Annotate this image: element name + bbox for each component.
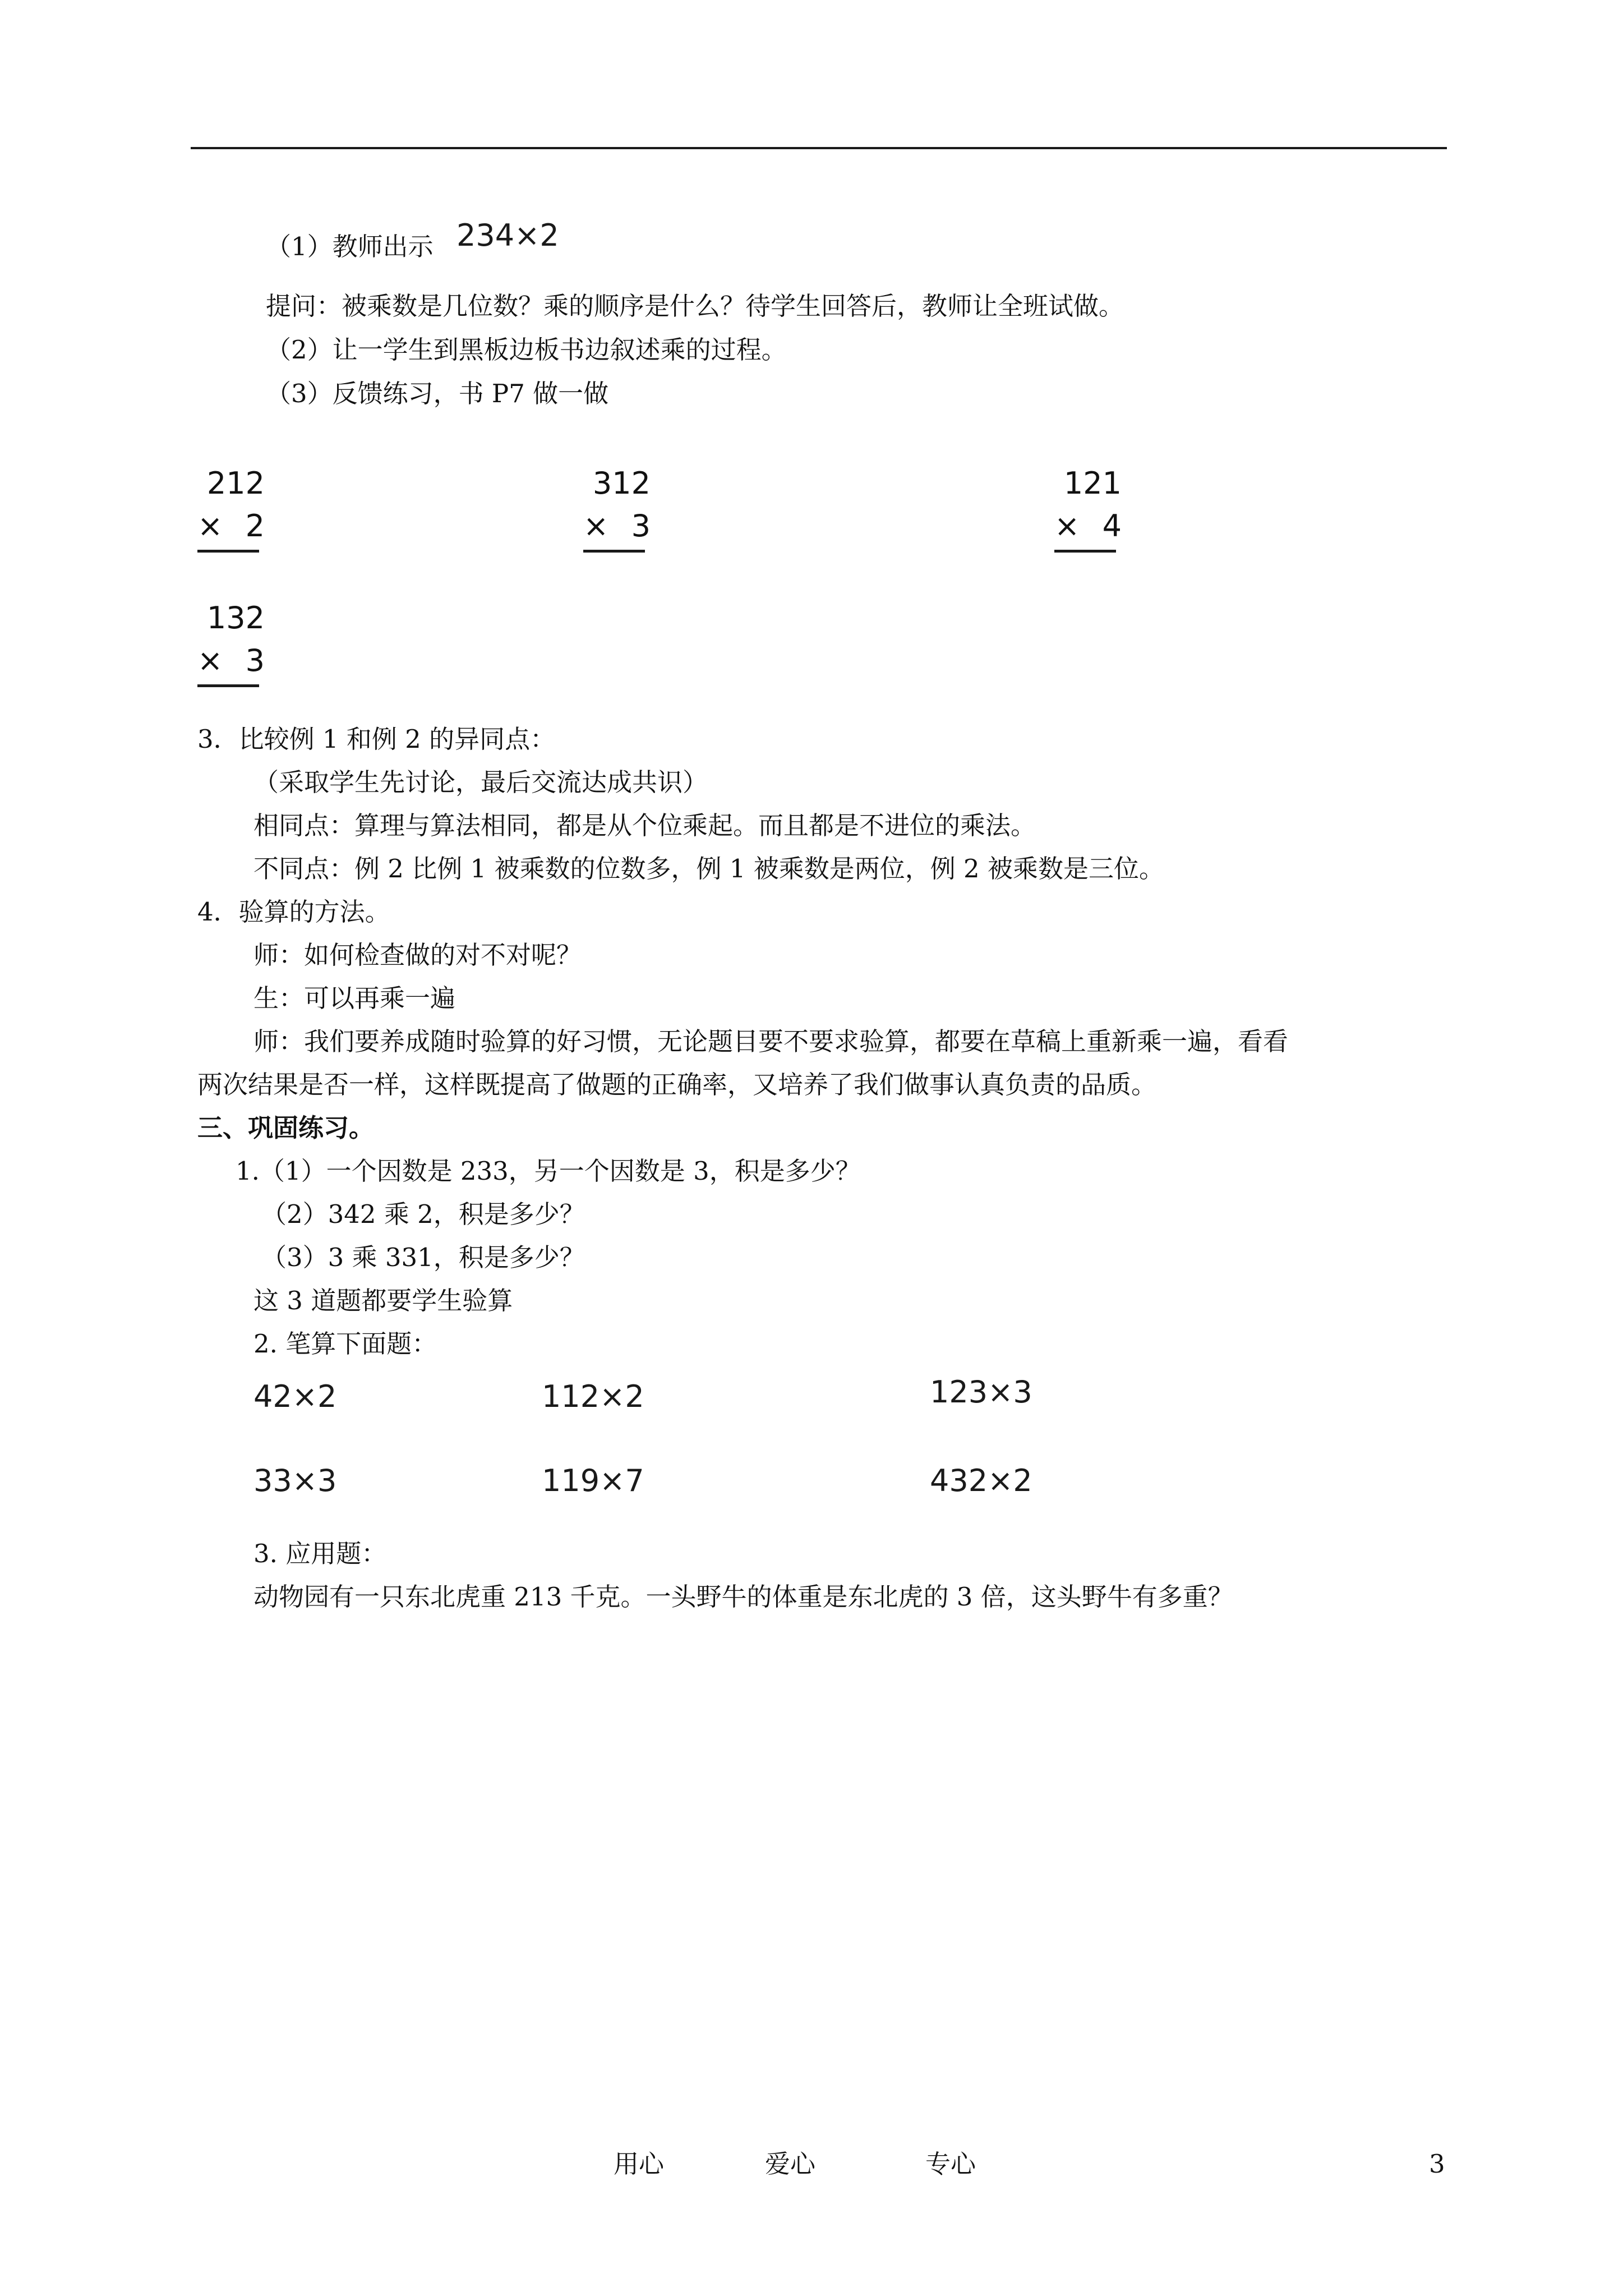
section-3-title: 3．比较例 1 和例 2 的异同点： xyxy=(197,724,556,754)
times-sign: × xyxy=(1054,508,1080,544)
exercise-1-item-1: 1.（1）一个因数是 233，另一个因数是 3，积是多少？ xyxy=(236,1156,861,1186)
times-sign: × xyxy=(583,508,609,544)
teacher-shows-label: （1）教师出示 xyxy=(266,232,434,261)
written-calc-item: 42×2 xyxy=(253,1379,337,1414)
header-rule xyxy=(191,147,1447,149)
page-number: 3 xyxy=(1429,2149,1445,2179)
underline xyxy=(197,550,259,553)
multiplier: 3 xyxy=(245,643,265,678)
multiplicand: 312 xyxy=(592,466,651,501)
question-paragraph: 提问：被乘数是几位数？乘的顺序是什么？待学生回答后，教师让全班试做。 xyxy=(266,291,1124,321)
section-3-note: （采取学生先讨论，最后交流达成共识） xyxy=(253,767,708,797)
footer-word-3: 专心 xyxy=(925,2149,976,2179)
teacher-paragraph-line-2: 两次结果是否一样，这样既提高了做题的正确率，又培养了我们做事认真负责的品质。 xyxy=(197,1070,1157,1099)
exercise-3-title: 3. 应用题： xyxy=(253,1539,387,1568)
times-sign: × xyxy=(197,643,223,678)
written-calc-item: 432×2 xyxy=(930,1463,1032,1498)
multiplier: 2 xyxy=(245,508,265,544)
multiplier: 3 xyxy=(631,508,651,544)
word-problem-text: 动物园有一只东北虎重 213 千克。一头野牛的体重是东北虎的 3 倍，这头野牛有多重？ xyxy=(253,1582,1233,1612)
exercise-1-note: 这 3 道题都要学生验算 xyxy=(253,1286,513,1315)
written-calc-item: 33×3 xyxy=(253,1463,337,1498)
consolidation-heading: 三、巩固练习。 xyxy=(197,1113,375,1143)
footer-word-1: 用心 xyxy=(614,2149,665,2179)
written-calc-item: 112×2 xyxy=(542,1379,644,1414)
written-calc-item: 119×7 xyxy=(542,1463,644,1498)
underline xyxy=(1054,550,1116,553)
exercise-1-item-2: （2）342 乘 2，积是多少？ xyxy=(261,1199,585,1229)
underline xyxy=(197,684,259,687)
multiplier: 4 xyxy=(1102,508,1122,544)
times-sign: × xyxy=(197,508,223,544)
written-calc-item: 123×3 xyxy=(930,1374,1032,1410)
section-4-title: 4．验算的方法。 xyxy=(197,897,390,927)
multiplicand: 121 xyxy=(1063,466,1122,501)
similarities-text: 相同点：算理与算法相同，都是从个位乘起。而且都是不进位的乘法。 xyxy=(253,811,1036,840)
exercise-1-item-3: （3）3 乘 331，积是多少？ xyxy=(261,1243,585,1272)
student-answer: 生：可以再乘一遍 xyxy=(253,983,456,1013)
underline xyxy=(583,550,645,553)
board-process-paragraph: （2）让一学生到黑板边板书边叙述乘的过程。 xyxy=(266,335,787,365)
footer-word-2: 爱心 xyxy=(765,2149,816,2179)
exercise-2-title: 2. 笔算下面题： xyxy=(253,1329,437,1359)
differences-text: 不同点：例 2 比例 1 被乘数的位数多，例 1 被乘数是两位，例 2 被乘数是三位。 xyxy=(253,854,1164,884)
teacher-shows-expression: 234×2 xyxy=(457,218,559,253)
teacher-paragraph-line-1: 师：我们要养成随时验算的好习惯，无论题目要不要求验算，都要在草稿上重新乘一遍，看看 xyxy=(253,1027,1289,1056)
feedback-practice-paragraph: （3）反馈练习，书 P7 做一做 xyxy=(266,379,609,408)
multiplicand: 212 xyxy=(206,466,265,501)
teacher-question: 师：如何检查做的对不对呢？ xyxy=(253,940,582,970)
multiplicand: 132 xyxy=(206,600,265,636)
